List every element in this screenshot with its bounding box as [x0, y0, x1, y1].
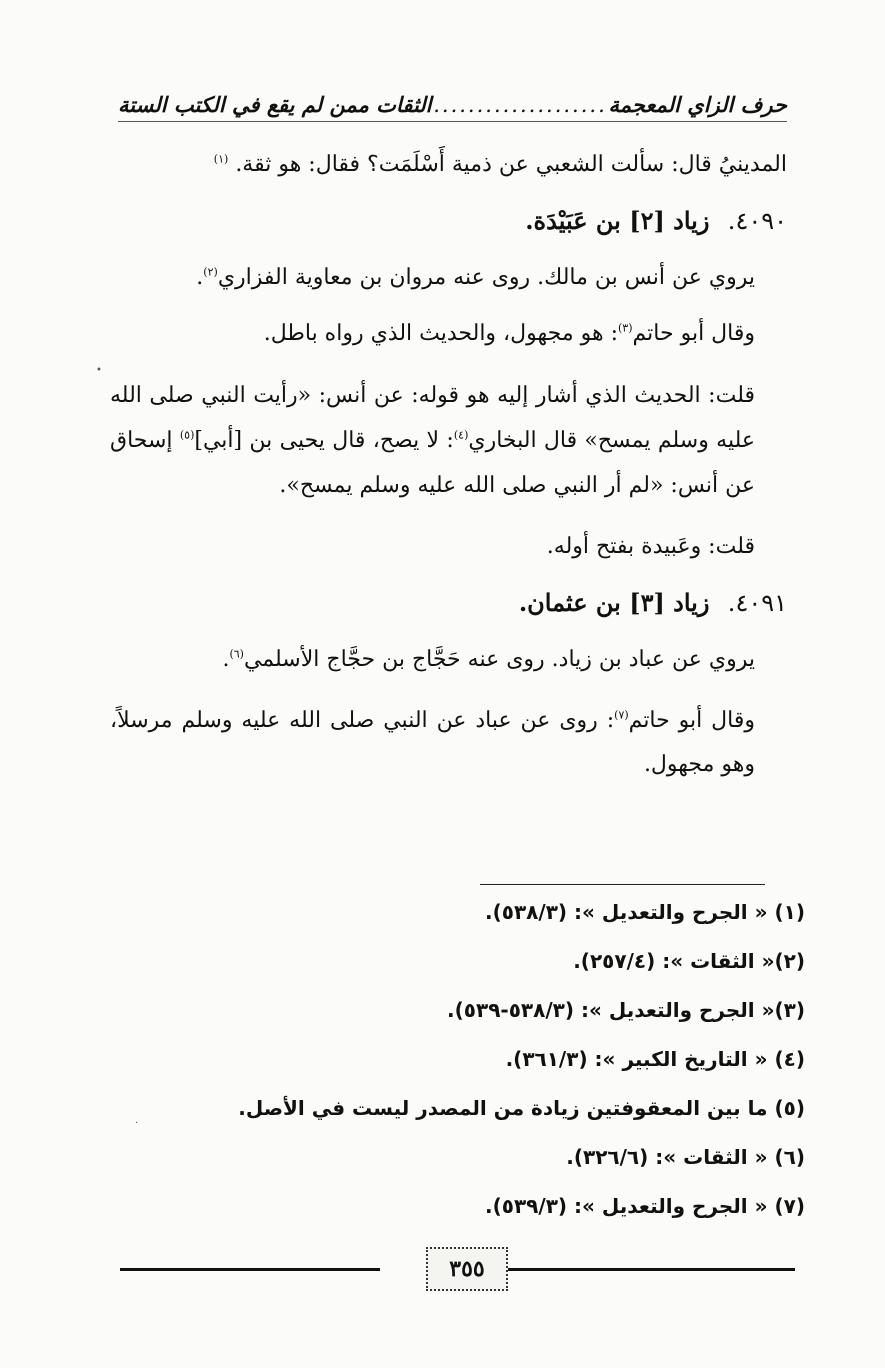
paragraph-text: : روى عن عباد عن النبي صلى الله عليه وسلم مرسلاً، وهو مجهول.	[110, 708, 755, 777]
paragraph-text: قلت: الحديث الذي أشار إليه هو قوله: عن أنس: «رأيت النبي صلى الله عليه وسلم يمسح» قال البخاري	[110, 383, 755, 453]
paragraph-text: : لا يصح، قال يحيى بن [أبي]	[194, 428, 454, 453]
entry-number: ٤٠٩١.	[727, 589, 787, 617]
continuation-paragraph	[110, 148, 787, 182]
entry-paragraph	[110, 373, 787, 508]
footnote-ref: (٤)	[453, 428, 469, 442]
footnote-ref: (٧)	[614, 708, 629, 722]
footnote: (٤) « التاريخ الكبير »: (٣٦١/٣).	[505, 1047, 805, 1071]
entry-heading	[110, 588, 787, 617]
main-text	[110, 148, 787, 809]
footnote: (٦) « الثقات »: (٣٢٦/٦).	[566, 1145, 805, 1169]
entry-number: ٤٠٩٠.	[727, 207, 787, 235]
bottom-rule-left	[120, 1268, 380, 1271]
entry-paragraph	[110, 261, 787, 295]
footnote-ref: (٣)	[618, 321, 633, 335]
footnote: (١) « الجرح والتعديل »: (٥٣٨/٣).	[485, 900, 805, 924]
footnote: (٧) « الجرح والتعديل »: (٥٣٩/٣).	[485, 1194, 805, 1218]
paragraph-text: يروي عن أنس بن مالك. روى عنه مروان بن معاوية الفزاري	[217, 265, 755, 290]
bottom-rule-right	[505, 1268, 795, 1271]
footnote-ref: (٦)	[229, 647, 244, 661]
paragraph-text: يروي عن عباد بن زياد. روى عنه حَجَّاج بن حجَّاج الأسلمي	[243, 647, 755, 672]
footnote: (٢)« الثقات »: (٢٥٧/٤).	[573, 949, 805, 973]
chapter-title: حرف الزاي المعجمة	[608, 92, 787, 117]
footnote-ref: (٢)	[203, 265, 218, 279]
header-dots: ....................	[433, 93, 607, 117]
paragraph-text: إسحاق عن أنس: «لم أر النبي صلى الله عليه وسلم يمسح».	[110, 428, 755, 498]
footnote-ref: (١)	[213, 152, 229, 166]
speck-mark: •	[96, 365, 102, 376]
footnote: (٥) ما بين المعقوفتين زيادة من المصدر ليست في الأصل.	[238, 1096, 805, 1120]
paragraph-text: وقال أبو حاتم	[632, 321, 755, 346]
entry-paragraph	[110, 317, 787, 351]
speck-mark: ·	[135, 1118, 139, 1129]
page-number: ٣٥٥	[426, 1247, 508, 1291]
paragraph-end: .	[222, 647, 230, 672]
footnote-separator	[480, 884, 765, 885]
footnotes	[110, 900, 805, 1243]
entry-title: زياد [٣] بن عثمان.	[518, 588, 710, 617]
footnote: (٣)« الجرح والتعديل »: (٥٣٨/٣-٥٣٩).	[447, 998, 805, 1022]
running-header	[118, 92, 787, 122]
entry-title: زياد [٢] بن عَبَيْدَة.	[525, 206, 710, 235]
paragraph-end: .	[196, 265, 204, 290]
entry-paragraph: قلت: وعَبيدة بفتح أوله.	[546, 534, 755, 559]
entry-paragraph	[110, 699, 787, 787]
paragraph-text: : هو مجهول، والحديث الذي رواه باطل.	[263, 321, 618, 346]
entry-heading	[110, 206, 787, 235]
book-title: الثقات ممن لم يقع في الكتب الستة	[118, 92, 432, 117]
entry-paragraph	[110, 643, 787, 677]
footnote-ref: (٥)	[179, 428, 195, 442]
paragraph-text: وقال أبو حاتم	[628, 708, 756, 733]
continuation-text: المدينيُ قال: سألت الشعبي عن ذمية أَسْلَمَت؟ فقال: هو ثقة.	[235, 152, 787, 177]
